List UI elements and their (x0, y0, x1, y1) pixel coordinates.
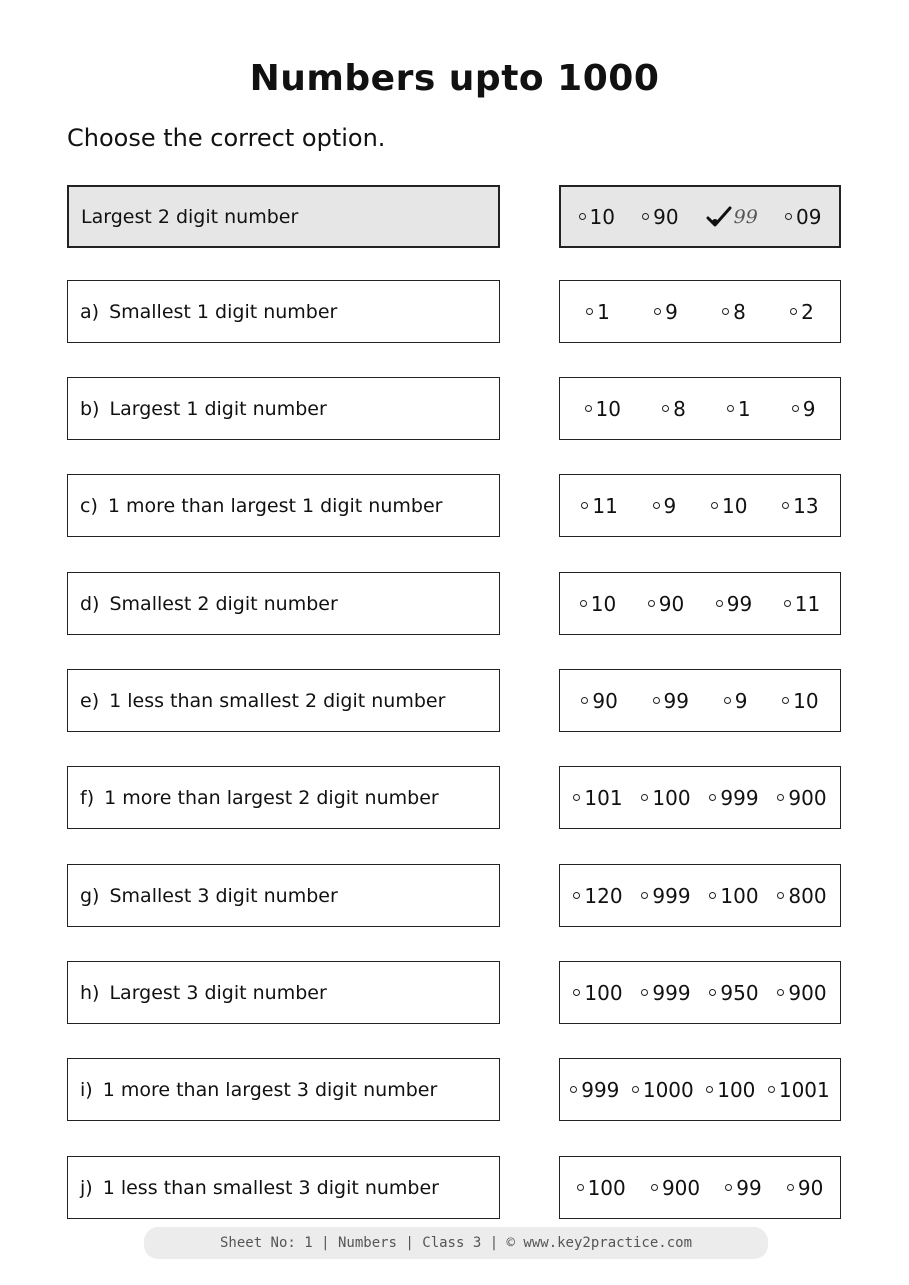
question-letter: j) (80, 1176, 93, 1199)
example-question-text: Largest 2 digit number (81, 205, 299, 228)
radio-circle-icon[interactable] (585, 405, 592, 412)
option[interactable]: 10 (711, 494, 747, 518)
option[interactable]: 09 (785, 205, 821, 229)
option[interactable]: 950 (709, 981, 758, 1005)
radio-circle-icon[interactable] (573, 794, 580, 801)
option[interactable]: 99 (653, 689, 689, 713)
question-box (67, 1156, 500, 1219)
option[interactable]: 999 (570, 1078, 619, 1102)
question-letter: c) (80, 494, 98, 517)
option[interactable]: 10 (782, 689, 818, 713)
radio-circle-icon[interactable] (716, 600, 723, 607)
option[interactable]: 100 (577, 1176, 626, 1200)
option[interactable]: 999 (641, 981, 690, 1005)
question-box (67, 1058, 500, 1121)
question-text: Largest 3 digit number (109, 981, 327, 1004)
option[interactable]: 99 (716, 592, 752, 616)
radio-circle-icon[interactable] (777, 794, 784, 801)
options-box (559, 1156, 841, 1219)
question-letter: h) (80, 981, 100, 1004)
question-text: 1 more than largest 2 digit number (104, 786, 439, 809)
radio-circle-icon[interactable] (711, 502, 718, 509)
question-box (67, 669, 500, 732)
radio-circle-icon[interactable] (580, 600, 587, 607)
question-text: 1 less than smallest 3 digit number (102, 1176, 439, 1199)
option[interactable]: 9 (653, 494, 677, 518)
radio-circle-icon[interactable] (709, 892, 716, 899)
question-letter: e) (80, 689, 100, 712)
radio-circle-icon[interactable] (782, 502, 789, 509)
question-letter: b) (80, 397, 100, 420)
instruction-text: Choose the correct option. (67, 124, 386, 152)
radio-circle-icon[interactable] (654, 308, 661, 315)
option[interactable]: 1001 (768, 1078, 830, 1102)
radio-circle-icon[interactable] (777, 892, 784, 899)
footer-bar: Sheet No: 1 | Numbers | Class 3 | © www.key2practice.com (144, 1227, 768, 1259)
option[interactable]: 2 (790, 300, 814, 324)
option[interactable]: 100 (641, 786, 690, 810)
question-text: 1 less than smallest 2 digit number (109, 689, 446, 712)
option[interactable]: 900 (777, 981, 826, 1005)
option[interactable]: 90 (648, 592, 684, 616)
question-letter: i) (80, 1078, 93, 1101)
option[interactable]: 1 (586, 300, 610, 324)
option[interactable]: 90 (642, 205, 678, 229)
option[interactable]: 999 (641, 884, 690, 908)
option[interactable]: 9 (792, 397, 816, 421)
question-box (67, 766, 500, 829)
radio-circle-icon[interactable] (662, 405, 669, 412)
option[interactable]: 999 (709, 786, 758, 810)
example-options-box (559, 185, 841, 248)
option-checked[interactable]: 99 (706, 206, 758, 228)
radio-circle-icon[interactable] (724, 697, 731, 704)
radio-circle-icon[interactable] (727, 405, 734, 412)
option[interactable]: 8 (662, 397, 686, 421)
option[interactable]: 1 (727, 397, 751, 421)
question-letter: a) (80, 300, 100, 323)
option[interactable]: 10 (580, 592, 616, 616)
question-box (67, 377, 500, 440)
radio-circle-icon[interactable] (579, 213, 586, 220)
radio-circle-icon[interactable] (642, 213, 649, 220)
option[interactable]: 100 (573, 981, 622, 1005)
radio-circle-icon[interactable] (792, 405, 799, 412)
question-text: Smallest 1 digit number (109, 300, 338, 323)
radio-circle-icon[interactable] (573, 989, 580, 996)
radio-circle-icon[interactable] (641, 892, 648, 899)
option[interactable]: 120 (573, 884, 622, 908)
option[interactable]: 10 (585, 397, 621, 421)
options-box (559, 766, 841, 829)
radio-circle-icon[interactable] (573, 892, 580, 899)
radio-circle-icon[interactable] (709, 794, 716, 801)
options-box (559, 864, 841, 927)
radio-circle-icon[interactable] (768, 1086, 775, 1093)
radio-circle-icon[interactable] (577, 1184, 584, 1191)
options-box (559, 1058, 841, 1121)
checkmark-icon (706, 206, 732, 228)
radio-circle-icon[interactable] (784, 600, 791, 607)
option[interactable]: 11 (784, 592, 820, 616)
options-box (559, 474, 841, 537)
radio-circle-icon[interactable] (653, 697, 660, 704)
option[interactable]: 10 (579, 205, 615, 229)
options-box (559, 280, 841, 343)
option[interactable]: 1000 (632, 1078, 694, 1102)
question-box (67, 864, 500, 927)
question-text: Smallest 3 digit number (109, 884, 338, 907)
radio-circle-icon[interactable] (581, 502, 588, 509)
option[interactable]: 900 (651, 1176, 700, 1200)
radio-circle-icon[interactable] (651, 1184, 658, 1191)
option[interactable]: 100 (709, 884, 758, 908)
page-title: Numbers upto 1000 (249, 58, 660, 99)
option[interactable]: 9 (724, 689, 748, 713)
radio-circle-icon[interactable] (787, 1184, 794, 1191)
question-box (67, 572, 500, 635)
radio-circle-icon[interactable] (586, 308, 593, 315)
radio-circle-icon[interactable] (785, 213, 792, 220)
radio-circle-icon[interactable] (648, 600, 655, 607)
question-text: 1 more than largest 3 digit number (102, 1078, 438, 1101)
radio-circle-icon[interactable] (725, 1184, 732, 1191)
example-question-box (67, 185, 500, 248)
radio-circle-icon[interactable] (722, 308, 729, 315)
question-text: Largest 1 digit number (109, 397, 327, 420)
question-letter: g) (80, 884, 100, 907)
question-letter: d) (80, 592, 100, 615)
option[interactable]: 8 (722, 300, 746, 324)
radio-circle-icon[interactable] (782, 697, 789, 704)
option[interactable]: 100 (706, 1078, 755, 1102)
radio-circle-icon[interactable] (641, 989, 648, 996)
question-text: Smallest 2 digit number (109, 592, 338, 615)
options-box (559, 377, 841, 440)
option[interactable]: 90 (787, 1176, 823, 1200)
option[interactable]: 800 (777, 884, 826, 908)
option[interactable]: 11 (581, 494, 617, 518)
question-box (67, 280, 500, 343)
radio-circle-icon[interactable] (790, 308, 797, 315)
options-box (559, 961, 841, 1024)
option[interactable]: 90 (581, 689, 617, 713)
option[interactable]: 9 (654, 300, 678, 324)
question-letter: f) (80, 786, 95, 809)
radio-circle-icon[interactable] (570, 1086, 577, 1093)
option[interactable]: 101 (573, 786, 622, 810)
option[interactable]: 13 (782, 494, 818, 518)
radio-circle-icon[interactable] (777, 989, 784, 996)
option[interactable]: 99 (725, 1176, 761, 1200)
question-box (67, 474, 500, 537)
radio-circle-icon[interactable] (653, 502, 660, 509)
radio-circle-icon[interactable] (706, 1086, 713, 1093)
question-box (67, 961, 500, 1024)
radio-circle-icon[interactable] (641, 794, 648, 801)
radio-circle-icon[interactable] (581, 697, 588, 704)
options-box (559, 669, 841, 732)
option[interactable]: 900 (777, 786, 826, 810)
radio-circle-icon[interactable] (632, 1086, 639, 1093)
options-box (559, 572, 841, 635)
question-text: 1 more than largest 1 digit number (107, 494, 443, 517)
radio-circle-icon[interactable] (709, 989, 716, 996)
